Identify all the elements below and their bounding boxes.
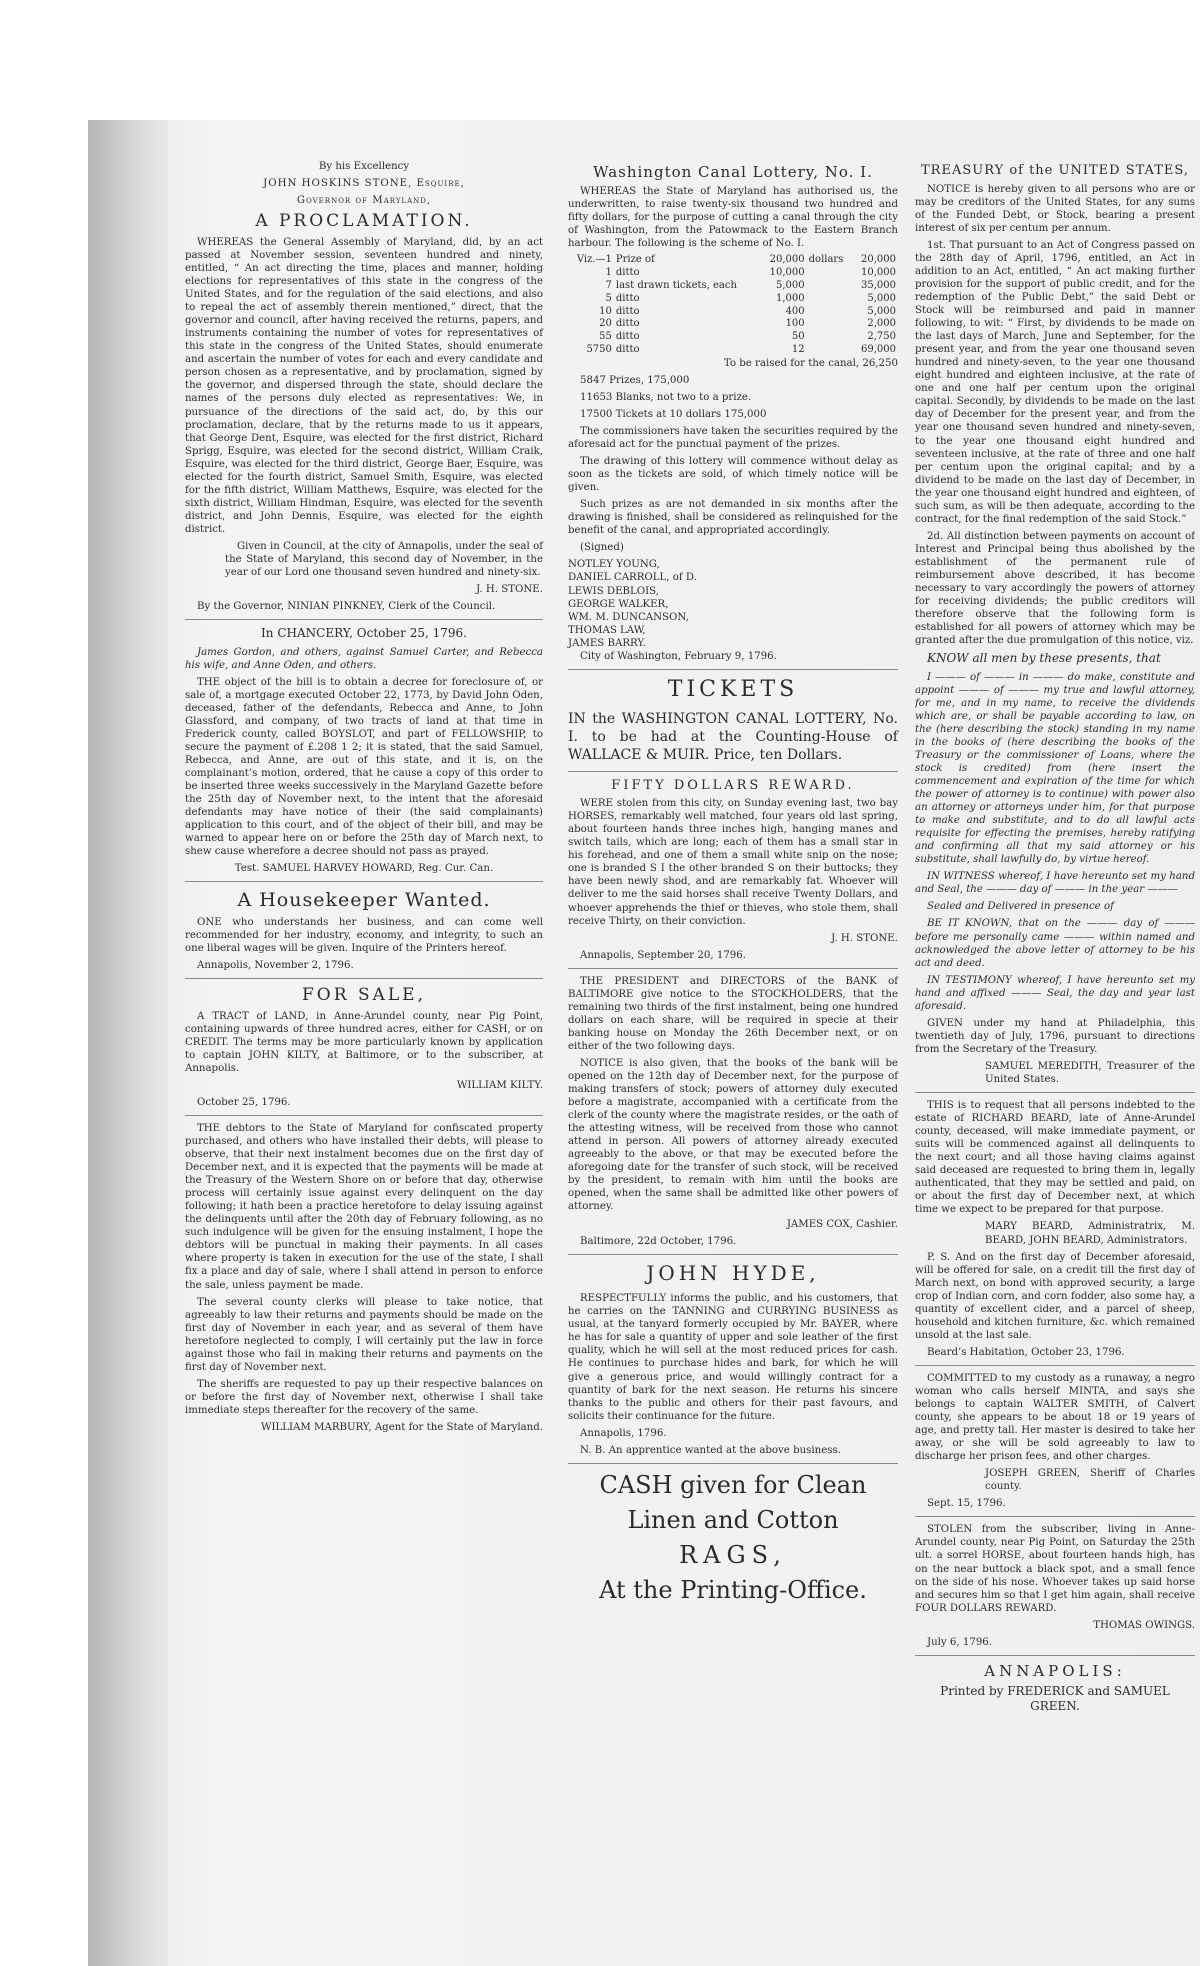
lottery-scheme-row xyxy=(568,318,898,331)
lottery-scheme-cell: 10,000 xyxy=(769,267,805,279)
lottery-scheme-row xyxy=(568,344,898,357)
tickets-body: IN the WASHINGTON CANAL LOTTERY, No. I. to be had at the Counting-House of WALLACE & MUIR. Price, ten Dollars. xyxy=(568,710,898,764)
tickets-head: TICKETS xyxy=(667,676,799,702)
housekeeper-body: ONE who understands her business, and can come well recommended for her industry, economy, and integrity, to such an one liberal wages will be given. Inquire of the Printers hereof. xyxy=(185,916,543,954)
lottery-scheme-cell: ditto xyxy=(615,305,640,317)
committed-sign: JOSEPH GREEN, Sheriff of Charles county. xyxy=(985,1468,1195,1493)
committed-body: COMMITTED to my custody as a runaway, a negro woman who calls herself MINTA, and says she belongs to captain WALTER SMITH, of Calvert county, she appears to be about 18 or 19 years of age, and pretty tall. Her master is desired to take her away, or she will be sold agreeably to law to discharge her prison fees, and other charges. xyxy=(915,1372,1195,1463)
divider xyxy=(185,619,543,620)
lottery-body-2: The commissioners have taken the securities required by the aforesaid act for the punctual payment of the prizes. xyxy=(568,425,898,451)
lottery-scheme-cell: 7 xyxy=(605,280,612,292)
divider xyxy=(915,1365,1195,1366)
column-left xyxy=(185,160,543,1438)
divider xyxy=(185,1115,543,1116)
column-middle xyxy=(568,160,898,1611)
divider xyxy=(185,881,543,882)
lottery-prizes: 5847 Prizes, 175,000 xyxy=(580,374,690,386)
lottery-scheme-cell: 100 xyxy=(785,318,805,330)
lottery-commissioner: THOMAS LAW, xyxy=(568,624,646,636)
reward-date: Annapolis, September 20, 1796. xyxy=(580,949,747,961)
stolen-date: July 6, 1796. xyxy=(927,1636,993,1648)
divider xyxy=(915,1516,1195,1517)
hyde-body: RESPECTFULLY informs the public, and his customers, that he carries on the TANNING and CURRYING BUSINESS as usual, at the tanyard formerly occupied by Mr. BAYER, where he has for sale a quantity of upper and sole leather of the first quality, which he will sell at the most reduced prices for cash. He continues to purchase hides and bark, for which he will give a generous price, and would willingly contract for a quantity of bark for the next season. He returns his sincere thanks to the public and others for their past favours, and solicits their continuance for the future. xyxy=(568,1293,898,1422)
lottery-scheme-cell: 1,000 xyxy=(776,292,805,304)
lottery-scheme-cell: ditto xyxy=(615,331,640,343)
lottery-scheme-row xyxy=(568,293,898,306)
beard-admins: MARY BEARD, Administratrix, M. BEARD, JOHN BEARD, Administrators. xyxy=(985,1221,1195,1246)
divider xyxy=(915,1655,1195,1656)
lottery-scheme-cell: ditto xyxy=(615,267,640,279)
lottery-scheme-cell: 2,000 xyxy=(867,318,896,330)
lottery-scheme-cell xyxy=(807,306,852,319)
lottery-scheme-cell: 5,000 xyxy=(867,292,896,304)
beard-date: Beard’s Habitation, October 23, 1796. xyxy=(927,1346,1125,1358)
debtors-sign: WILLIAM MARBURY, Agent for the State of Maryland. xyxy=(260,1421,543,1433)
divider xyxy=(568,968,898,969)
lottery-scheme-cell: 5750 xyxy=(586,344,612,355)
lottery-signed: (Signed) xyxy=(580,542,624,554)
lottery-scheme-cell: 12 xyxy=(791,344,805,355)
sale-date: October 25, 1796. xyxy=(197,1096,291,1108)
lottery-date: City of Washington, February 9, 1796. xyxy=(580,650,777,662)
housekeeper-head: A Housekeeper Wanted. xyxy=(237,889,491,912)
chancery-head: In CHANCERY, October 25, 1796. xyxy=(261,626,467,641)
lottery-body: WHEREAS the State of Maryland has authorised us, the underwritten, to raise twenty-six thousand two hundred and fifty dollars, for the purpose of cutting a canal through the city of Washington, from the Patowmack to the Eastern Branch harbour. The following is the scheme of No. I. xyxy=(568,186,898,250)
lottery-commissioner: DANIEL CARROLL, of D. xyxy=(568,572,697,584)
lottery-body-4: Such prizes as are not demanded in six months after the drawing is finished, shall be considered as relinquished for the benefit of the canal, and appropriated accordingly. xyxy=(568,499,898,537)
lottery-scheme-row xyxy=(568,280,898,293)
divider xyxy=(568,1463,898,1464)
lottery-scheme-cell: dollars xyxy=(808,254,844,266)
stolen-body: STOLEN from the subscriber, living in Anne-Arundel county, near Pig Point, on Saturday the 25th ult. a sorrel HORSE, about fourteen hands high, has on the near buttock a black spot, and a small fence on the side of his nose. Whoever takes up said horse and secures him so that I get him again, shall receive FOUR DOLLARS REWARD. xyxy=(915,1524,1195,1614)
treasury-sign: SAMUEL MEREDITH, Treasurer of the United States. xyxy=(985,1060,1195,1085)
sale-head: FOR SALE, xyxy=(302,984,426,1005)
lottery-commissioner: JAMES BARRY. xyxy=(568,637,647,649)
lottery-scheme-row xyxy=(568,306,898,319)
reward-sign: J. H. STONE. xyxy=(831,932,898,944)
lottery-scheme-cell xyxy=(807,344,852,357)
lottery-scheme-cell xyxy=(807,293,852,306)
treasury-know: KNOW all men by these presents, that xyxy=(927,651,1161,666)
lottery-scheme-cell: Viz.—1 xyxy=(576,254,612,266)
bank-body: THE PRESIDENT and DIRECTORS of the BANK of BALTIMORE give notice to the STOCKHOLDERS, that the remaining two thirds of the first instalment, being one hundred dollars on each share, will be required in specie at their banking house on Monday the 26th December next, or on either of the two following days. xyxy=(568,975,898,1052)
cash-line-1: CASH given for Clean xyxy=(599,1470,867,1499)
lottery-scheme-cell: 20,000 xyxy=(769,254,805,266)
housekeeper-date: Annapolis, November 2, 1796. xyxy=(197,959,354,971)
imprint-place: ANNAPOLIS: xyxy=(984,1661,1126,1680)
stolen-sign: THOMAS OWINGS. xyxy=(1093,1619,1195,1631)
beard-ps: P. S. And on the first day of December aforesaid, will be offered for sale, on a credit till the first day of March next, on bond with approved security, a large crop of Indian corn, and corn fodder, also some hay, a quantity of excellent cider, and a parcel of sheep, household and kitchen furniture, &c. which remained unsold at the last sale. xyxy=(915,1251,1195,1341)
debtors-body-2: The several county clerks will please to take notice, that agreeably to law their returns and payments should be made on the first day of November in each year, and as several of them have heretofore neglected to comply, I will certainly put the law in force against those who fail in making their returns and payments on the first day of November next. xyxy=(185,1296,543,1373)
lottery-tickets: 17500 Tickets at 10 dollars 175,000 xyxy=(580,408,767,420)
chancery-body: THE object of the bill is to obtain a decree for foreclosure of, or sale of, a mortgage executed October 22, 1773, by David John Oden, deceased, father of the defendants, Rebecca and Anne, to John Glassford, and company, of two tracts of land at that time in Frederick county, called BOYSLOT, and part of FELLOWSHIP, to secure the payment of £.208 1 2; it is stated, that the said Samuel, Rebecca, and Anne, are out of this state, and it is, on the complainant’s motion, ordered, that he cause a copy of this order to be inserted three weeks successively in the Maryland Gazette before the 25th day of November next, to the intent that the aforesaid defendants may have notice of their (the said complainants) application to this court, and of the object of their bill, and may be warned to appear here on or before the 25th day of March next, to shew cause wherefore a decree should not pass as prayed. xyxy=(185,676,543,858)
cash-line-2: Linen and Cotton xyxy=(627,1505,839,1534)
lottery-blanks: 11653 Blanks, not two to a prize. xyxy=(580,391,752,403)
bank-sign: JAMES COX, Cashier. xyxy=(786,1218,898,1230)
lottery-scheme-cell: 69,000 xyxy=(861,344,896,355)
treasury-be-it: BE IT KNOWN, that on the ——— day of ——— before me personally came ——— within named and acknowledged the above letter of attorney to be his act and deed. xyxy=(915,918,1195,969)
divider xyxy=(568,1254,898,1255)
debtors-body-3: The sheriffs are requested to pay up their respective balances on or before the first day of November next, otherwise I shall take immediate steps thereafter for the recovery of the same. xyxy=(185,1378,543,1416)
lottery-commissioners xyxy=(568,558,898,649)
imprint-printed: Printed by FREDERICK and SAMUEL GREEN. xyxy=(940,1684,1170,1714)
treasury-body: NOTICE is hereby given to all persons who are or may be creditors of the United States, for any sums of the Funded Debt, or Stock, bearing a present interest of six per centum per annum. xyxy=(915,183,1195,234)
treasury-given: GIVEN under my hand at Philadelphia, this twentieth day of July, 1796, pursuant to directions from the Secretary of the Treasury. xyxy=(915,1017,1195,1055)
lottery-scheme-cell: 50 xyxy=(791,331,805,343)
treasury-testimony: IN TESTIMONY whereof, I have hereunto set my hand and affixed ——— Seal, the day and year last aforesaid. xyxy=(915,974,1195,1012)
lottery-scheme-cell: 10,000 xyxy=(861,267,896,279)
lottery-scheme-cell xyxy=(807,318,852,331)
lottery-scheme-table xyxy=(568,254,898,356)
lottery-scheme-row xyxy=(568,331,898,344)
lottery-scheme-cell: 2,750 xyxy=(867,331,896,343)
divider xyxy=(568,669,898,670)
proclamation-by: By his Excellency xyxy=(318,161,410,172)
cash-line-3: RAGS, xyxy=(679,1541,787,1570)
proclamation-name: JOHN HOSKINS STONE, Esquire, xyxy=(263,178,465,190)
reward-body: WERE stolen from this city, on Sunday evening last, two bay HORSES, remarkably well matched, four years old last spring, about fourteen hands three inches high, hanging manes and switch tails, which are long; each of them has a small star in his forehead, and one of them a small white snip on the nose; one is branded S I the other branded S on their buttocks; they have been newly shod, and are remarkably fat. Whoever will deliver to me the said horses shall receive Twenty Dollars, and whoever apprehends the thief or thieves, who stole them, shall receive Thirty, on their conviction. xyxy=(568,798,898,927)
reward-head: FIFTY DOLLARS REWARD. xyxy=(611,777,855,793)
treasury-body-2: 1st. That pursuant to an Act of Congress passed on the 28th day of April, 1796, entitled, an Act in addition to an Act, entitled, “ An act making further provision for the support of public credit, and for the redemption of the Public Debt,” the said Debt or Stock will be reimbursed and paid in manner following, to wit: “ First, by dividends to be made on the last days of March, June and September, for the present year, and from the year one thousand seven hundred and ninety-seven, to the year one thousand eight hundred and eighteen inclusive, at the rate of one and one half per centum upon the original capital. Secondly, by dividends to be made on the last day of December for the present year, and from the year one thousand seven hundred and ninety-seven, to the year one thousand eight hundred and seventeen inclusive, at the rate of three and one half per centum upon the original capital; and by a dividend to be made on the last day of December, in the year one thousand eight hundred and eighteen, of such sum, as will be then adequate, according to the contract, for the final redemption of the said Stock.” xyxy=(915,239,1195,525)
lottery-scheme-cell: 5,000 xyxy=(867,305,896,317)
column-right xyxy=(915,160,1195,1719)
treasury-witness: IN WITNESS whereof, I have hereunto set my hand and Seal, the ——— day of ——— in the year ——— xyxy=(915,871,1195,896)
hyde-head: JOHN HYDE, xyxy=(646,1260,820,1285)
sale-body: A TRACT of LAND, in Anne-Arundel county, near Pig Point, containing upwards of three hundred acres, either for CASH, or on CREDIT. The terms may be more particularly known by application to captain JOHN KILTY, at Baltimore, or to the subscriber, at Annapolis. xyxy=(185,1010,543,1074)
lottery-scheme-cell xyxy=(807,331,852,344)
lottery-scheme-cell: 55 xyxy=(599,331,612,343)
lottery-scheme-cell: ditto xyxy=(615,318,640,330)
treasury-head: TREASURY of the UNITED STATES, xyxy=(921,163,1189,178)
hyde-date: Annapolis, 1796. xyxy=(580,1427,667,1439)
lottery-scheme-cell: 400 xyxy=(785,305,805,317)
hyde-nb: N. B. An apprentice wanted at the above business. xyxy=(580,1444,841,1456)
divider xyxy=(915,1092,1195,1093)
chancery-parties: James Gordon, and others, against Samuel Carter, and Rebecca his wife, and Anne Oden, and others. xyxy=(185,646,543,671)
proclamation-sign: J. H. STONE. xyxy=(476,584,543,596)
lottery-commissioner: WM. M. DUNCANSON, xyxy=(568,611,689,623)
cash-line-4: At the Printing-Office. xyxy=(599,1576,867,1605)
committed-date: Sept. 15, 1796. xyxy=(927,1498,1006,1510)
lottery-scheme-cell: 35,000 xyxy=(861,280,896,292)
bank-body-2: NOTICE is also given, that the books of the bank will be opened on the 12th day of December next, for the purpose of making transfers of stock; powers of attorney duly executed before a magistrate, accompanied with a certificate from the clerk of the county where the magistrate resides, or the oath of the attesting witness, will be received from those who cannot attend in person. All powers of attorney already executed agreeably to the above, or that may be executed before the aforegoing date for the transfer of such stock, will be received by the president, to remain with him until the books are opened, when the same shall be admitted like other powers of attorney. xyxy=(568,1057,898,1213)
sale-sign: WILLIAM KILTY. xyxy=(456,1079,543,1091)
lottery-scheme-cell: ditto xyxy=(615,292,640,304)
lottery-scheme-row xyxy=(568,267,898,280)
proclamation-given: Given in Council, at the city of Annapolis, under the seal of the State of Maryland, this second day of November, in the year of our Lord one thousand seven hundred and ninety-six. xyxy=(225,540,543,579)
proclamation-clerk: By the Governor, NINIAN PINKNEY, Clerk of the Council. xyxy=(197,601,496,613)
lottery-commissioner: LEWIS DEBLOIS, xyxy=(568,585,660,597)
chancery-test: Test. SAMUEL HARVEY HOWARD, Reg. Cur. Can. xyxy=(234,863,494,875)
lottery-scheme-cell xyxy=(807,267,852,280)
lottery-raised: To be raised for the canal, 26,250 xyxy=(723,357,898,369)
lottery-scheme-cell: ditto xyxy=(615,344,640,355)
proclamation-title: A PROCLAMATION. xyxy=(255,211,473,232)
debtors-body-1: THE debtors to the State of Maryland for confiscated property purchased, and others who have installed their debts, will please to observe, that their next instalment becomes due on the first day of December next, and it is expected that the payments will be made at the Treasury of the Western Shore on or before that day, otherwise process will certainly issue against every delinquent on the day following; it hath been a practice heretofore to delay issuing against the delinquents until after the 20th day of February following, as no such indulgence will be given for the ensuing instalment, I hope the debtors will be punctual in making their payments. In all cases where property is taken in execution for the use of the state, I shall fix a place and day of sale, where I shall attend in person to enforce the sale, unless payment be made. xyxy=(185,1122,543,1291)
lottery-body-3: The drawing of this lottery will commence without delay as soon as the tickets are sold, of which timely notice will be given. xyxy=(568,456,898,494)
treasury-sealed: Sealed and Delivered in presence of xyxy=(927,901,1114,913)
divider xyxy=(568,771,898,772)
lottery-scheme-cell: 5,000 xyxy=(776,280,805,292)
proclamation-office: Governor of Maryland, xyxy=(296,195,432,207)
lottery-scheme-cell: Prize of xyxy=(615,254,655,266)
lottery-scheme-cell: 1 xyxy=(605,267,612,279)
lottery-scheme-cell xyxy=(807,280,852,293)
divider xyxy=(185,978,543,979)
treasury-form: I ——— of ——— in ——— do make, constitute and appoint ——— of ——— my true and lawful attorney, for me, and in my name, to receive the dividends which are, or shall be payable according to law, on the (here describing the stock) standing in my name in the books of (here describing the books of the Treasury or the commissioner of Loans, where the stock is credited) from (here insert the commencement and expiration of the time for which the power of attorney is to continue) with power also an attorney or attorneys under him, for that purpose to make and substitute, and to do all lawful acts requisite for effecting the premises, hereby ratifying and confirming all that my said attorney or his substitute, shall lawfully do, by virtue hereof. xyxy=(915,671,1195,866)
lottery-head: Washington Canal Lottery, No. I. xyxy=(593,163,873,181)
beard-body: THIS is to request that all persons indebted to the estate of RICHARD BEARD, late of Anne-Arundel county, deceased, will make immediate payment, or suits will be commenced against all delinquents to the next court; and all those having claims against said deceased are requested to bring them in, legally authenticated, that they may be settled and paid, on or about the first day of December next, at which time we expect to be prepared for that purpose. xyxy=(915,1100,1195,1216)
page-gutter xyxy=(88,120,168,1966)
lottery-scheme-row xyxy=(568,254,898,267)
proclamation-body: WHEREAS the General Assembly of Maryland, did, by an act passed at November session, seventeen hundred and ninety, entitled, “ An act directing the time, places and manner, holding elections for representatives of this state in the congress of the United States, and for the regulation of the said elections, and also to repeal the act of assembly therein mentioned,” direct, that the governor and council, after having received the returns, papers, and instruments containing the number of votes for representatives of this state in the congress of the United States, should enumerate and ascertain the number of votes for each and every candidate and person chosen as a representative, and by proclamation, signed by the governor, and dispersed through the state, should declare the names of the persons duly elected as representatives: We, in pursuance of the directions of the said act, do, by this our proclamation, declare, that by the returns made to us it appears, that George Dent, Esquire, was elected for the first district, Richard Sprigg, Esquire, was elected for the second district, William Craik, Esquire, was elected for the third district, George Baer, Esquire, was elected for the fourth district, Samuel Smith, Esquire, was elected for the fifth district, William Matthews, Esquire, was elected for the sixth district, William Hindman, Esquire, was elected for the seventh district, and John Dennis, Esquire, was elected for the eighth district. xyxy=(185,236,543,535)
lottery-scheme-cell: 5 xyxy=(605,292,612,304)
bank-date: Baltimore, 22d October, 1796. xyxy=(580,1235,737,1247)
lottery-scheme-cell: 10 xyxy=(599,305,612,317)
lottery-scheme-cell: last drawn tickets, each xyxy=(615,280,737,292)
lottery-commissioner: GEORGE WALKER, xyxy=(568,598,669,610)
lottery-scheme-cell: 20,000 xyxy=(861,254,896,266)
lottery-commissioner: NOTLEY YOUNG, xyxy=(568,559,660,571)
lottery-scheme-cell: 20 xyxy=(599,318,612,330)
treasury-body-3: 2d. All distinction between payments on account of Interest and Principal being thus abolished by the establishment of the permanent rule of reimbursement above described, it has become necessary to vary accordingly the powers of attorney for receiving dividends; the public creditors will therefore observe that the following form is established for all powers of attorney which may be granted after the due promulgation of this notice, viz. xyxy=(915,530,1195,647)
